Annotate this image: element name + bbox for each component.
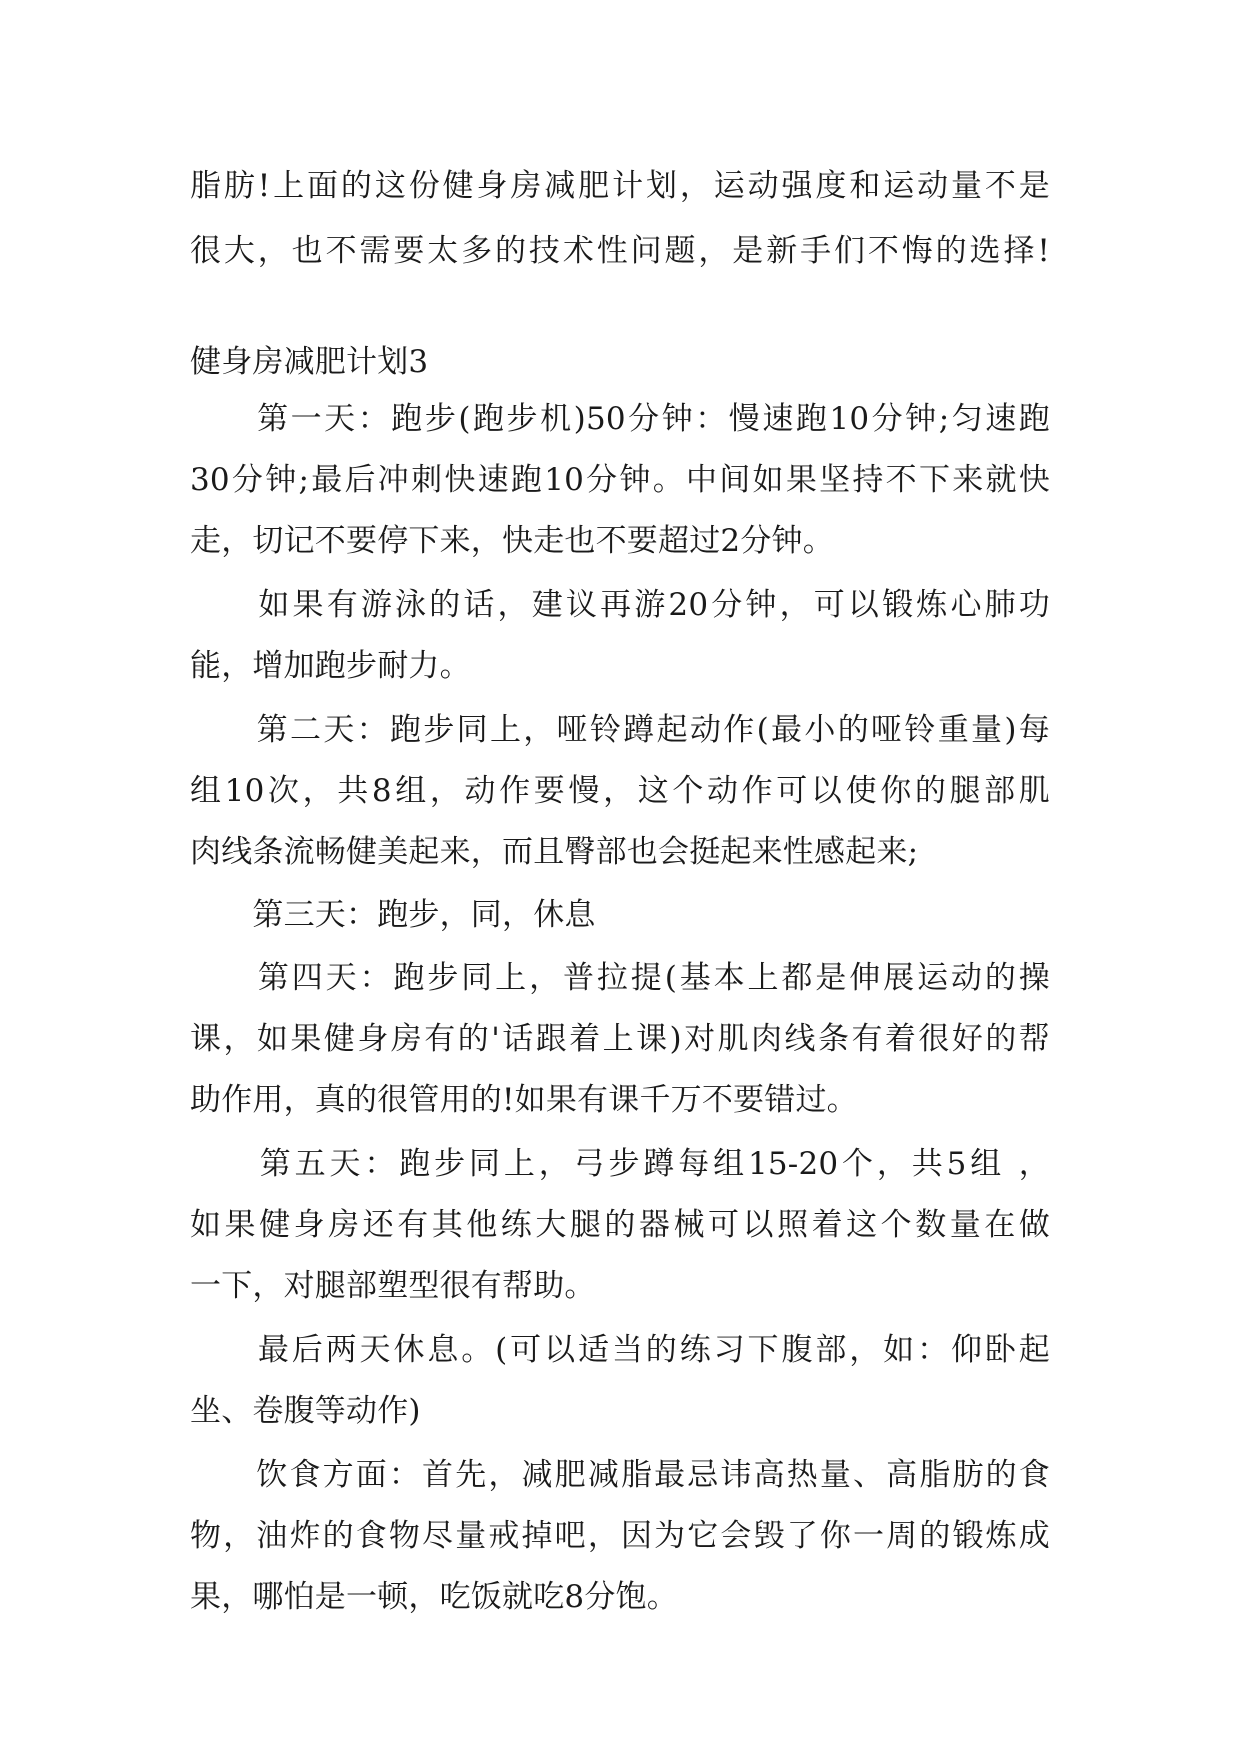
- text-line: 第二天：跑步同上，哑铃蹲起动作(最小的哑铃重量)每: [190, 712, 1050, 748]
- text-line: 组10次，共8组，动作要慢，这个动作可以使你的腿部肌: [190, 773, 1050, 809]
- text-line: 助作用，真的很管用的!如果有课千万不要错过。: [190, 1082, 858, 1118]
- text-line: 第五天：跑步同上，弓步蹲每组15-20个，共5组 ，: [190, 1146, 1050, 1182]
- text-line: 饮食方面：首先，减肥减脂最忌讳高热量、高脂肪的食: [190, 1457, 1050, 1493]
- text-line: 脂肪!上面的这份健身房减肥计划，运动强度和运动量不是: [190, 168, 1050, 204]
- text-line: 坐、卷腹等动作): [190, 1393, 421, 1429]
- text-line: 物，油炸的食物尽量戒掉吧，因为它会毁了你一周的锻炼成: [190, 1518, 1050, 1554]
- text-line: 课，如果健身房有的'话跟着上课)对肌肉线条有着很好的帮: [190, 1021, 1050, 1057]
- text-line: 如果健身房还有其他练大腿的器械可以照着这个数量在做: [190, 1207, 1050, 1243]
- text-line: 第三天：跑步，同，休息: [190, 897, 596, 933]
- text-line: 第四天：跑步同上，普拉提(基本上都是伸展运动的操: [190, 960, 1050, 996]
- text-line: 肉线条流畅健美起来，而且臀部也会挺起来性感起来;: [190, 834, 919, 870]
- text-line: 第一天：跑步(跑步机)50分钟：慢速跑10分钟;匀速跑: [190, 401, 1050, 437]
- text-line: 30分钟;最后冲刺快速跑10分钟。中间如果坚持不下来就快: [190, 462, 1050, 498]
- text-line: 走，切记不要停下来，快走也不要超过2分钟。: [190, 523, 834, 559]
- text-line: 如果有游泳的话，建议再游20分钟，可以锻炼心肺功: [190, 587, 1050, 623]
- text-line: 很大，也不需要太多的技术性问题，是新手们不悔的选择!: [190, 233, 1050, 269]
- section-heading: 健身房减肥计划3: [190, 344, 429, 380]
- text-line: 最后两天休息。(可以适当的练习下腹部，如：仰卧起: [190, 1332, 1050, 1368]
- text-line: 果，哪怕是一顿，吃饭就吃8分饱。: [190, 1579, 678, 1615]
- text-line: 一下，对腿部塑型很有帮助。: [190, 1268, 596, 1304]
- text-line: 能，增加跑步耐力。: [190, 648, 471, 684]
